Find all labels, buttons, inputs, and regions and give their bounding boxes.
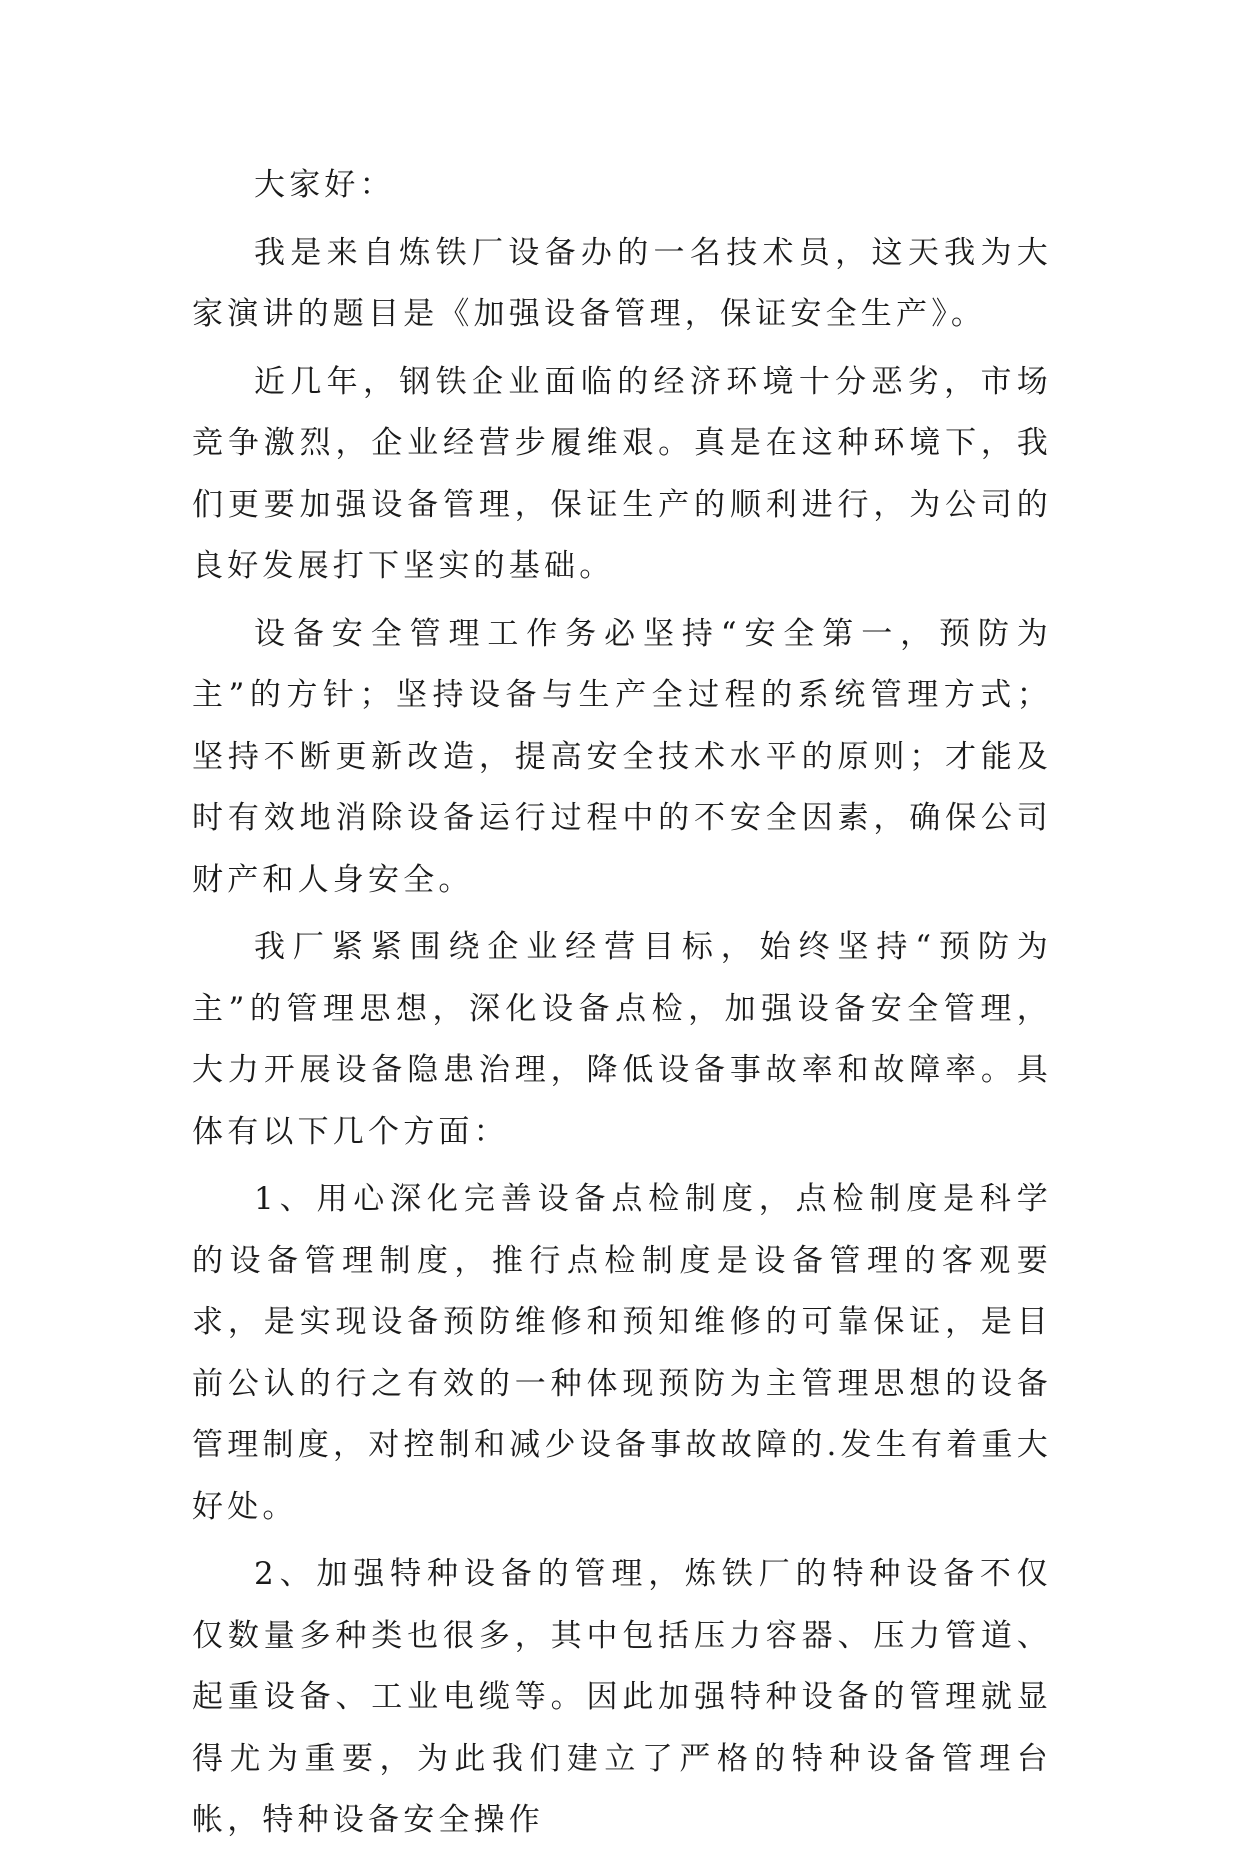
paragraph-safety-policy: 设备安全管理工作务必坚持“安全第一，预防为主”的方针；坚持设备与生产全过程的系统管理方式；坚持不断更新改造，提高安全技术水平的原则；才能及时有效地消除设备运行过程中的不安全因素，确保公司财产和人身安全。 bbox=[192, 615, 1052, 898]
paragraph-greeting: 大家好： bbox=[254, 167, 395, 203]
paragraph-point-1: 1、用心深化完善设备点检制度，点检制度是科学的设备管理制度，推行点检制度是设备管理的客观要求，是实现设备预防维修和预知维修的可靠保证，是目前公认的行之有效的一种体现预防为主管理思想的设备管理制度，对控制和减少设备事故故障的.发生有着重大好处。 bbox=[192, 1181, 1052, 1525]
document-body bbox=[192, 155, 1052, 1858]
paragraph-background: 近几年，钢铁企业面临的经济环境十分恶劣，市场竞争激烈，企业经营步履维艰。真是在这种环境下，我们更要加强设备管理，保证生产的顺利进行，为公司的良好发展打下坚实的基础。 bbox=[192, 363, 1052, 584]
paragraph-point-2: 2、加强特种设备的管理，炼铁厂的特种设备不仅仅数量多种类也很多，其中包括压力容器、压力管道、起重设备、工业电缆等。因此加强特种设备的管理就显得尤为重要，为此我们建立了严格的特种设备管理台帐，特种设备安全操作 bbox=[192, 1556, 1052, 1838]
paragraph-introduction: 我是来自炼铁厂设备办的一名技术员，这天我为大家演讲的题目是《加强设备管理，保证安全生产》。 bbox=[192, 234, 1052, 332]
paragraph-factory-goals: 我厂紧紧围绕企业经营目标，始终坚持“预防为主”的管理思想，深化设备点检，加强设备安全管理，大力开展设备隐患治理，降低设备事故率和故障率。具体有以下几个方面： bbox=[192, 929, 1052, 1150]
